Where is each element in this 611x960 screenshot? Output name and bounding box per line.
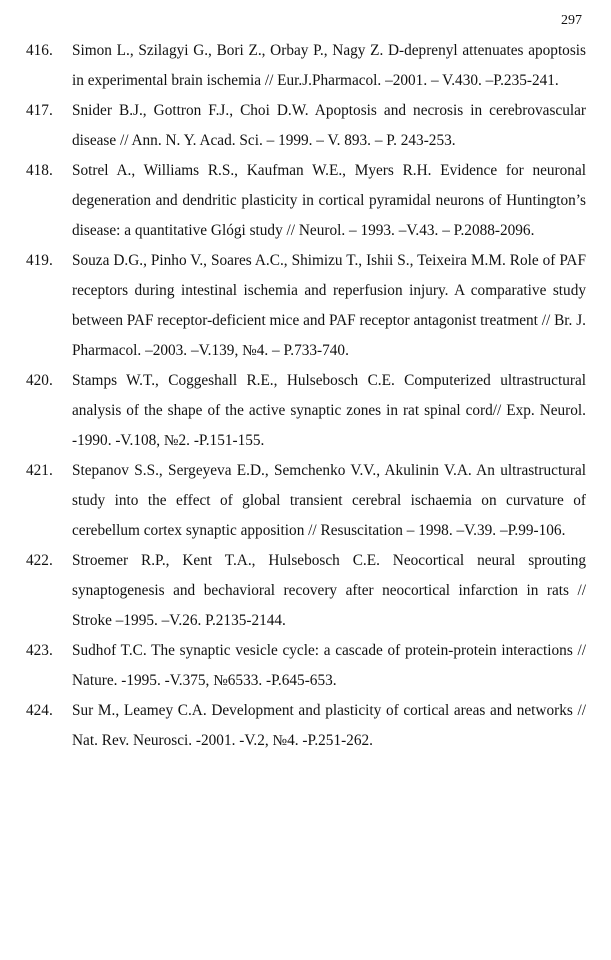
- reference-number: 420.: [26, 372, 53, 389]
- reference-number: 422.: [26, 552, 53, 569]
- reference-number: 424.: [26, 702, 53, 719]
- reference-entry: [26, 246, 586, 366]
- reference-number: 421.: [26, 462, 53, 479]
- reference-number: 423.: [26, 642, 53, 659]
- reference-text: Simon L., Szilagyi G., Bori Z., Orbay P., Nagy Z. D-deprenyl attenuates apoptosis in experimental brain ischemia // Eur.J.Pharmacol. –2001. – V.430. –P.235-241.: [72, 42, 586, 89]
- reference-text: Stepanov S.S., Sergeyeva E.D., Semchenko V.V., Akulinin V.A. An ultrastructural study into the effect of global transient cerebral ischaemia on curvature of cerebellum cortex synaptic apposition // Resuscitation – 1998. –V.39. –P.99-106.: [72, 462, 586, 539]
- reference-entry: [26, 96, 586, 156]
- reference-number: 419.: [26, 252, 53, 269]
- reference-number: 416.: [26, 42, 53, 59]
- reference-entry: [26, 696, 586, 756]
- reference-entry: [26, 546, 586, 636]
- reference-entry: [26, 36, 586, 96]
- reference-entry: [26, 156, 586, 246]
- reference-text: Souza D.G., Pinho V., Soares A.C., Shimizu T., Ishii S., Teixeira M.M. Role of PAF receptors during intestinal ischemia and reperfusion injury. A comparative study between PAF receptor-deficient mice and PAF receptor antagonist treatment // Br. J. Pharmacol. –2003. –V.139, №4. – P.733-740.: [72, 252, 586, 359]
- reference-number: 418.: [26, 162, 53, 179]
- reference-number: 417.: [26, 102, 53, 119]
- reference-text: Sudhof T.C. The synaptic vesicle cycle: a cascade of protein-protein interactions // Nature. -1995. -V.375, №6533. -P.645-653.: [72, 642, 586, 689]
- reference-list: [26, 36, 586, 756]
- reference-text: Snider B.J., Gottron F.J., Choi D.W. Apoptosis and necrosis in cerebrovascular disease // Ann. N. Y. Acad. Sci. – 1999. – V. 893. – P. 243-253.: [72, 102, 586, 149]
- reference-text: Sotrel A., Williams R.S., Kaufman W.E., Myers R.H. Evidence for neuronal degeneration and dendritic plasticity in cortical pyramidal neurons of Huntington’s disease: a quantitative Glógi study // Neurol. – 1993. –V.43. – P.2088-2096.: [72, 162, 586, 239]
- reference-text: Sur M., Leamey C.A. Development and plasticity of cortical areas and networks // Nat. Rev. Neurosci. -2001. -V.2, №4. -P.251-262.: [72, 702, 586, 749]
- page-number: 297: [561, 13, 582, 28]
- reference-entry: [26, 636, 586, 696]
- reference-text: Stamps W.T., Coggeshall R.E., Hulsebosch C.E. Computerized ultrastructural analysis of the shape of the active synaptic zones in rat spinal cord// Exp. Neurol. -1990. -V.108, №2. -P.151-155.: [72, 372, 586, 449]
- reference-entry: [26, 366, 586, 456]
- reference-text: Stroemer R.P., Kent T.A., Hulsebosch C.E. Neocortical neural sprouting synaptogenesis and bechavioral recovery after neocortical infarction in rats // Stroke –1995. –V.26. P.2135-2144.: [72, 552, 586, 629]
- reference-entry: [26, 456, 586, 546]
